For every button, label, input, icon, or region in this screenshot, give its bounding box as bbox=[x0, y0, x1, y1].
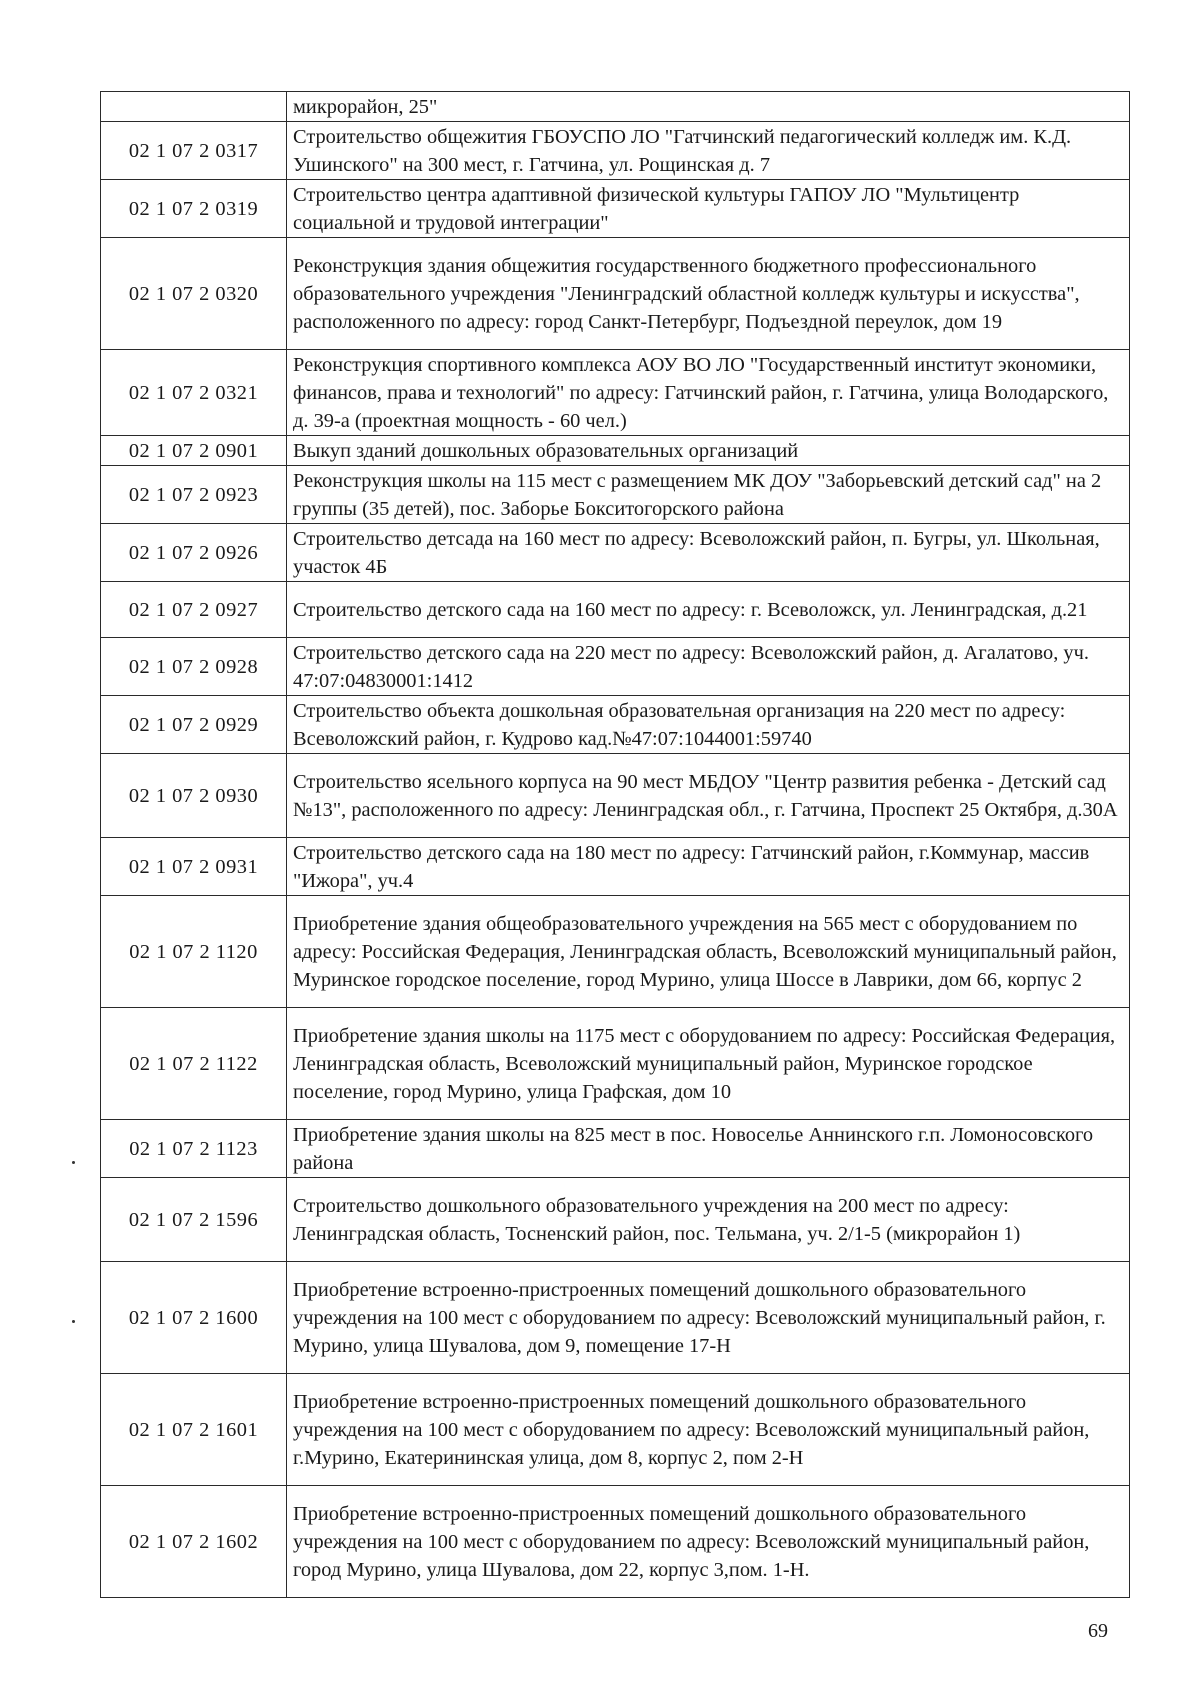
description-cell: Строительство центра адаптивной физической культуры ГАПОУ ЛО "Мультицентр социальной и трудовой интеграции" bbox=[287, 180, 1130, 238]
budget-code-cell: 02 1 07 2 0320 bbox=[101, 238, 287, 350]
table-row bbox=[101, 524, 1130, 582]
description-cell: Строительство детского сада на 180 мест по адресу: Гатчинский район, г.Коммунар, массив "Ижора", уч.4 bbox=[287, 838, 1130, 896]
description-cell: Реконструкция здания общежития государственного бюджетного профессионального образовательного учреждения "Ленинградский областной колледж культуры и искусства", расположенного по адресу: город Санкт-Петербург, Подъездной переулок, дом 19 bbox=[287, 238, 1130, 350]
budget-code-cell: 02 1 07 2 1602 bbox=[101, 1486, 287, 1598]
description-cell: Строительство общежития ГБОУСПО ЛО "Гатчинский педагогический колледж им. К.Д. Ушинского" на 300 мест, г. Гатчина, ул. Рощинская д. 7 bbox=[287, 122, 1130, 180]
scan-speck bbox=[72, 1320, 75, 1323]
table-row bbox=[101, 582, 1130, 638]
table-row bbox=[101, 92, 1130, 122]
budget-code-cell: 02 1 07 2 1596 bbox=[101, 1178, 287, 1262]
description-cell: Строительство детсада на 160 мест по адресу: Всеволожский район, п. Бугры, ул. Школьная, участок 4Б bbox=[287, 524, 1130, 582]
description-cell: Строительство детского сада на 160 мест по адресу: г. Всеволожск, ул. Ленинградская, д.21 bbox=[287, 582, 1130, 638]
table-row bbox=[101, 1374, 1130, 1486]
description-cell: Выкуп зданий дошкольных образовательных организаций bbox=[287, 436, 1130, 466]
table-row bbox=[101, 238, 1130, 350]
table-row bbox=[101, 466, 1130, 524]
table-row bbox=[101, 754, 1130, 838]
table-row bbox=[101, 638, 1130, 696]
budget-code-cell: 02 1 07 2 0317 bbox=[101, 122, 287, 180]
budget-table bbox=[100, 91, 1130, 1598]
table-row bbox=[101, 1486, 1130, 1598]
table-row bbox=[101, 896, 1130, 1008]
budget-code-cell: 02 1 07 2 0321 bbox=[101, 350, 287, 436]
table-row bbox=[101, 180, 1130, 238]
budget-code-cell: 02 1 07 2 1122 bbox=[101, 1008, 287, 1120]
table-row bbox=[101, 1008, 1130, 1120]
description-cell: Строительство дошкольного образовательного учреждения на 200 мест по адресу: Ленинградская область, Тосненский район, пос. Тельмана, уч. 2/1-5 (микрорайон 1) bbox=[287, 1178, 1130, 1262]
budget-code-cell: 02 1 07 2 1120 bbox=[101, 896, 287, 1008]
description-cell: Строительство объекта дошкольная образовательная организация на 220 мест по адресу: Всеволожский район, г. Кудрово кад.№47:07:1044001:59740 bbox=[287, 696, 1130, 754]
budget-code-cell: 02 1 07 2 1600 bbox=[101, 1262, 287, 1374]
description-cell: Приобретение здания общеобразовательного учреждения на 565 мест с оборудованием по адресу: Российская Федерация, Ленинградская область, Всеволожский муниципальный район, Муринское городское поселение, город Мурино, улица Шоссе в Лаврики, дом 66, корпус 2 bbox=[287, 896, 1130, 1008]
description-cell: Реконструкция спортивного комплекса АОУ ВО ЛО "Государственный институт экономики, финансов, права и технологий" по адресу: Гатчинский район, г. Гатчина, улица Володарского, д. 39-а (проектная мощность - 60 чел.) bbox=[287, 350, 1130, 436]
page-number: 69 bbox=[1088, 1620, 1108, 1642]
table-row bbox=[101, 1262, 1130, 1374]
description-cell: Приобретение встроенно-пристроенных помещений дошкольного образовательного учреждения на 100 мест с оборудованием по адресу: Всеволожский муниципальный район, г.Мурино, Екатерининская улица, дом 8, корпус 2, пом 2-Н bbox=[287, 1374, 1130, 1486]
budget-code-cell: 02 1 07 2 0931 bbox=[101, 838, 287, 896]
table-row bbox=[101, 1178, 1130, 1262]
table-body bbox=[101, 92, 1130, 1598]
table-row bbox=[101, 350, 1130, 436]
description-cell: микрорайон, 25" bbox=[287, 92, 1130, 122]
budget-code-cell: 02 1 07 2 0929 bbox=[101, 696, 287, 754]
table-row bbox=[101, 696, 1130, 754]
budget-code-cell bbox=[101, 92, 287, 122]
description-cell: Строительство ясельного корпуса на 90 мест МБДОУ "Центр развития ребенка - Детский сад №13", расположенного по адресу: Ленинградская обл., г. Гатчина, Проспект 25 Октября, д.30А bbox=[287, 754, 1130, 838]
description-cell: Приобретение здания школы на 825 мест в пос. Новоселье Аннинского г.п. Ломоносовского района bbox=[287, 1120, 1130, 1178]
table-row bbox=[101, 838, 1130, 896]
table-row bbox=[101, 122, 1130, 180]
table-row bbox=[101, 1120, 1130, 1178]
description-cell: Приобретение встроенно-пристроенных помещений дошкольного образовательного учреждения на 100 мест с оборудованием по адресу: Всеволожский муниципальный район, г. Мурино, улица Шувалова, дом 9, помещение 17-Н bbox=[287, 1262, 1130, 1374]
description-cell: Приобретение встроенно-пристроенных помещений дошкольного образовательного учреждения на 100 мест с оборудованием по адресу: Всеволожский муниципальный район, город Мурино, улица Шувалова, дом 22, корпус 3,пом. 1-Н. bbox=[287, 1486, 1130, 1598]
table-row bbox=[101, 436, 1130, 466]
budget-code-cell: 02 1 07 2 1123 bbox=[101, 1120, 287, 1178]
description-cell: Строительство детского сада на 220 мест по адресу: Всеволожский район, д. Агалатово, уч. 47:07:04830001:1412 bbox=[287, 638, 1130, 696]
budget-code-cell: 02 1 07 2 0930 bbox=[101, 754, 287, 838]
budget-code-cell: 02 1 07 2 0319 bbox=[101, 180, 287, 238]
description-cell: Реконструкция школы на 115 мест с размещением МК ДОУ "Заборьевский детский сад" на 2 группы (35 детей), пос. Заборье Бокситогорского района bbox=[287, 466, 1130, 524]
budget-code-cell: 02 1 07 2 1601 bbox=[101, 1374, 287, 1486]
scan-speck bbox=[72, 1161, 75, 1164]
budget-code-cell: 02 1 07 2 0901 bbox=[101, 436, 287, 466]
budget-code-cell: 02 1 07 2 0923 bbox=[101, 466, 287, 524]
budget-code-cell: 02 1 07 2 0927 bbox=[101, 582, 287, 638]
budget-code-cell: 02 1 07 2 0928 bbox=[101, 638, 287, 696]
description-cell: Приобретение здания школы на 1175 мест с оборудованием по адресу: Российская Федерация, Ленинградская область, Всеволожский муниципальный район, Муринское городское поселение, город Мурино, улица Графская, дом 10 bbox=[287, 1008, 1130, 1120]
budget-code-cell: 02 1 07 2 0926 bbox=[101, 524, 287, 582]
